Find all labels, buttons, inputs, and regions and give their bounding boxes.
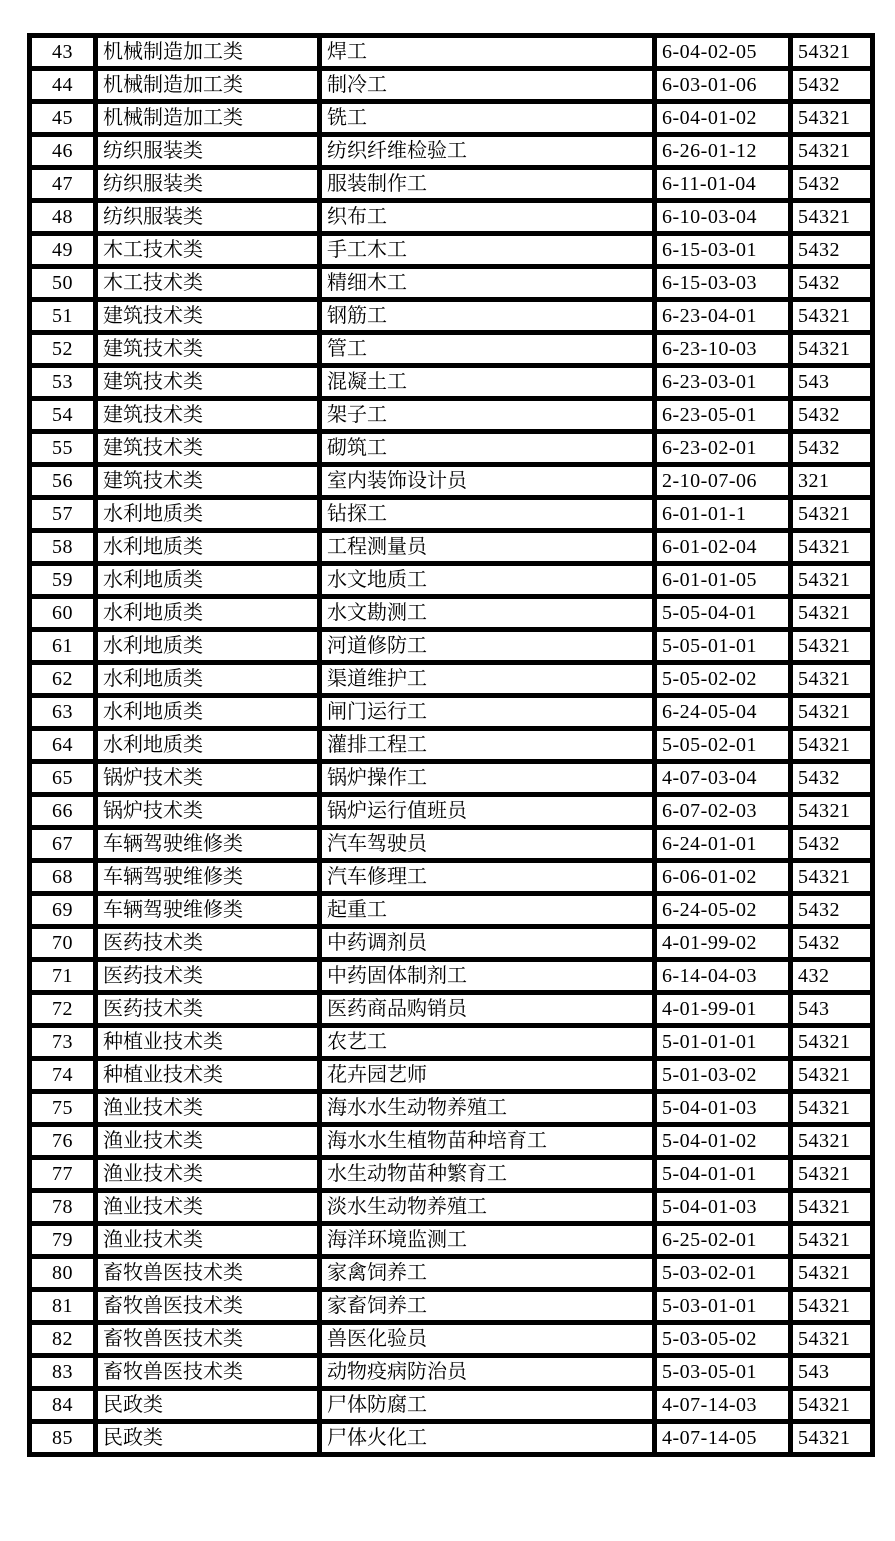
occupation-cell: 织布工 [320,201,655,234]
row-number-cell: 55 [30,432,96,465]
table-row [30,729,873,762]
category-cell: 水利地质类 [96,696,320,729]
table-row [30,1422,873,1455]
grade-cell: 54321 [791,1026,873,1059]
row-number-cell: 81 [30,1290,96,1323]
table-row [30,663,873,696]
occupation-cell: 工程测量员 [320,531,655,564]
grade-cell: 54321 [791,102,873,135]
grade-cell: 5432 [791,267,873,300]
table-row [30,1026,873,1059]
code-cell: 5-01-03-02 [655,1059,791,1092]
grade-cell: 5432 [791,927,873,960]
table-row [30,762,873,795]
row-number-cell: 75 [30,1092,96,1125]
table-body [30,36,873,1455]
category-cell: 民政类 [96,1389,320,1422]
grade-cell: 5432 [791,432,873,465]
occupation-cell: 水生动物苗种繁育工 [320,1158,655,1191]
table-row [30,993,873,1026]
category-cell: 纺织服装类 [96,135,320,168]
occupation-cell: 家禽饲养工 [320,1257,655,1290]
row-number-cell: 66 [30,795,96,828]
code-cell: 5-03-02-01 [655,1257,791,1290]
table-row [30,696,873,729]
occupation-cell: 海水水生植物苗种培育工 [320,1125,655,1158]
grade-cell: 5432 [791,894,873,927]
grade-cell: 54321 [791,861,873,894]
table-row [30,1092,873,1125]
category-cell: 渔业技术类 [96,1092,320,1125]
occupation-cell: 医药商品购销员 [320,993,655,1026]
occupation-cell: 闸门运行工 [320,696,655,729]
row-number-cell: 62 [30,663,96,696]
category-cell: 纺织服装类 [96,168,320,201]
occupation-cell: 制冷工 [320,69,655,102]
code-cell: 6-07-02-03 [655,795,791,828]
table-row [30,894,873,927]
row-number-cell: 83 [30,1356,96,1389]
table-row [30,1290,873,1323]
occupation-cell: 河道修防工 [320,630,655,663]
occupation-cell: 室内装饰设计员 [320,465,655,498]
table-row [30,630,873,663]
row-number-cell: 74 [30,1059,96,1092]
code-cell: 5-05-04-01 [655,597,791,630]
occupation-cell: 渠道维护工 [320,663,655,696]
occupation-cell: 钻探工 [320,498,655,531]
table-row [30,795,873,828]
row-number-cell: 58 [30,531,96,564]
code-cell: 6-01-02-04 [655,531,791,564]
document-page [27,33,875,1457]
category-cell: 木工技术类 [96,234,320,267]
grade-cell: 543 [791,993,873,1026]
row-number-cell: 56 [30,465,96,498]
grade-cell: 54321 [791,333,873,366]
category-cell: 机械制造加工类 [96,102,320,135]
category-cell: 水利地质类 [96,564,320,597]
row-number-cell: 57 [30,498,96,531]
occupation-cell: 动物疫病防治员 [320,1356,655,1389]
category-cell: 畜牧兽医技术类 [96,1290,320,1323]
code-cell: 6-03-01-06 [655,69,791,102]
grade-cell: 5432 [791,399,873,432]
category-cell: 建筑技术类 [96,432,320,465]
occupation-cell: 家畜饲养工 [320,1290,655,1323]
grade-cell: 54321 [791,498,873,531]
occupation-cell: 钢筋工 [320,300,655,333]
row-number-cell: 80 [30,1257,96,1290]
code-cell: 2-10-07-06 [655,465,791,498]
table-row [30,597,873,630]
category-cell: 水利地质类 [96,531,320,564]
table-row [30,1224,873,1257]
grade-cell: 321 [791,465,873,498]
code-cell: 5-03-05-02 [655,1323,791,1356]
code-cell: 6-06-01-02 [655,861,791,894]
code-cell: 6-15-03-03 [655,267,791,300]
grade-cell: 54321 [791,1125,873,1158]
table-row [30,201,873,234]
row-number-cell: 67 [30,828,96,861]
table-row [30,1356,873,1389]
grade-cell: 5432 [791,69,873,102]
row-number-cell: 73 [30,1026,96,1059]
category-cell: 畜牧兽医技术类 [96,1257,320,1290]
row-number-cell: 54 [30,399,96,432]
code-cell: 6-26-01-12 [655,135,791,168]
code-cell: 6-14-04-03 [655,960,791,993]
occupation-cell: 兽医化验员 [320,1323,655,1356]
grade-cell: 54321 [791,564,873,597]
grade-cell: 54321 [791,1422,873,1455]
grade-cell: 5432 [791,828,873,861]
code-cell: 6-01-01-1 [655,498,791,531]
category-cell: 民政类 [96,1422,320,1455]
code-cell: 6-25-02-01 [655,1224,791,1257]
table-row [30,300,873,333]
row-number-cell: 79 [30,1224,96,1257]
occupation-cell: 服装制作工 [320,168,655,201]
code-cell: 6-24-05-04 [655,696,791,729]
code-cell: 6-23-04-01 [655,300,791,333]
occupation-cell: 纺织纤维检验工 [320,135,655,168]
code-cell: 6-23-03-01 [655,366,791,399]
category-cell: 渔业技术类 [96,1158,320,1191]
category-cell: 锅炉技术类 [96,795,320,828]
grade-cell: 5432 [791,762,873,795]
category-cell: 木工技术类 [96,267,320,300]
occupation-cell: 铣工 [320,102,655,135]
occupation-cell: 汽车修理工 [320,861,655,894]
table-row [30,1158,873,1191]
category-cell: 车辆驾驶维修类 [96,861,320,894]
category-cell: 医药技术类 [96,960,320,993]
code-cell: 5-05-02-02 [655,663,791,696]
row-number-cell: 71 [30,960,96,993]
code-cell: 4-07-03-04 [655,762,791,795]
code-cell: 5-04-01-03 [655,1092,791,1125]
category-cell: 建筑技术类 [96,366,320,399]
grade-cell: 54321 [791,795,873,828]
row-number-cell: 84 [30,1389,96,1422]
row-number-cell: 77 [30,1158,96,1191]
category-cell: 建筑技术类 [96,465,320,498]
grade-cell: 54321 [791,1323,873,1356]
code-cell: 5-04-01-03 [655,1191,791,1224]
code-cell: 6-04-01-02 [655,102,791,135]
category-cell: 建筑技术类 [96,399,320,432]
row-number-cell: 59 [30,564,96,597]
category-cell: 医药技术类 [96,993,320,1026]
table-row [30,36,873,69]
occupation-grade-table [27,33,875,1457]
occupation-cell: 中药固体制剂工 [320,960,655,993]
grade-cell: 5432 [791,234,873,267]
grade-cell: 54321 [791,1191,873,1224]
code-cell: 4-01-99-01 [655,993,791,1026]
grade-cell: 54321 [791,729,873,762]
grade-cell: 54321 [791,1224,873,1257]
category-cell: 种植业技术类 [96,1026,320,1059]
category-cell: 水利地质类 [96,663,320,696]
code-cell: 6-23-10-03 [655,333,791,366]
row-number-cell: 76 [30,1125,96,1158]
category-cell: 水利地质类 [96,597,320,630]
row-number-cell: 78 [30,1191,96,1224]
row-number-cell: 63 [30,696,96,729]
grade-cell: 54321 [791,1092,873,1125]
row-number-cell: 47 [30,168,96,201]
code-cell: 4-01-99-02 [655,927,791,960]
category-cell: 车辆驾驶维修类 [96,828,320,861]
category-cell: 水利地质类 [96,630,320,663]
table-row [30,564,873,597]
table-row [30,135,873,168]
category-cell: 渔业技术类 [96,1125,320,1158]
grade-cell: 5432 [791,168,873,201]
category-cell: 机械制造加工类 [96,69,320,102]
table-row [30,1125,873,1158]
occupation-cell: 淡水生动物养殖工 [320,1191,655,1224]
table-row [30,102,873,135]
code-cell: 5-01-01-01 [655,1026,791,1059]
occupation-cell: 手工木工 [320,234,655,267]
occupation-cell: 精细木工 [320,267,655,300]
table-row [30,1059,873,1092]
occupation-cell: 灌排工程工 [320,729,655,762]
code-cell: 6-23-02-01 [655,432,791,465]
code-cell: 6-11-01-04 [655,168,791,201]
grade-cell: 54321 [791,1059,873,1092]
table-row [30,366,873,399]
occupation-cell: 农艺工 [320,1026,655,1059]
grade-cell: 54321 [791,1389,873,1422]
category-cell: 畜牧兽医技术类 [96,1356,320,1389]
row-number-cell: 44 [30,69,96,102]
row-number-cell: 85 [30,1422,96,1455]
grade-cell: 54321 [791,597,873,630]
occupation-cell: 砌筑工 [320,432,655,465]
table-row [30,828,873,861]
code-cell: 5-04-01-01 [655,1158,791,1191]
grade-cell: 54321 [791,201,873,234]
row-number-cell: 60 [30,597,96,630]
row-number-cell: 82 [30,1323,96,1356]
table-row [30,960,873,993]
category-cell: 种植业技术类 [96,1059,320,1092]
table-row [30,1257,873,1290]
grade-cell: 543 [791,1356,873,1389]
table-row [30,69,873,102]
occupation-cell: 尸体火化工 [320,1422,655,1455]
row-number-cell: 48 [30,201,96,234]
code-cell: 4-07-14-05 [655,1422,791,1455]
grade-cell: 54321 [791,630,873,663]
row-number-cell: 52 [30,333,96,366]
code-cell: 5-05-02-01 [655,729,791,762]
row-number-cell: 49 [30,234,96,267]
table-row [30,927,873,960]
table-row [30,861,873,894]
row-number-cell: 64 [30,729,96,762]
row-number-cell: 61 [30,630,96,663]
occupation-cell: 尸体防腐工 [320,1389,655,1422]
table-row [30,498,873,531]
occupation-cell: 水文地质工 [320,564,655,597]
category-cell: 车辆驾驶维修类 [96,894,320,927]
code-cell: 5-04-01-02 [655,1125,791,1158]
row-number-cell: 50 [30,267,96,300]
category-cell: 渔业技术类 [96,1224,320,1257]
occupation-cell: 架子工 [320,399,655,432]
grade-cell: 54321 [791,1158,873,1191]
code-cell: 6-24-01-01 [655,828,791,861]
occupation-cell: 海洋环境监测工 [320,1224,655,1257]
grade-cell: 54321 [791,696,873,729]
occupation-cell: 中药调剂员 [320,927,655,960]
table-row [30,531,873,564]
table-row [30,1389,873,1422]
category-cell: 建筑技术类 [96,300,320,333]
category-cell: 渔业技术类 [96,1191,320,1224]
code-cell: 6-24-05-02 [655,894,791,927]
grade-cell: 54321 [791,531,873,564]
table-row [30,234,873,267]
row-number-cell: 43 [30,36,96,69]
table-row [30,399,873,432]
grade-cell: 54321 [791,663,873,696]
category-cell: 医药技术类 [96,927,320,960]
row-number-cell: 72 [30,993,96,1026]
grade-cell: 54321 [791,1257,873,1290]
occupation-cell: 起重工 [320,894,655,927]
code-cell: 4-07-14-03 [655,1389,791,1422]
grade-cell: 54321 [791,135,873,168]
category-cell: 建筑技术类 [96,333,320,366]
row-number-cell: 46 [30,135,96,168]
code-cell: 6-04-02-05 [655,36,791,69]
occupation-cell: 焊工 [320,36,655,69]
category-cell: 锅炉技术类 [96,762,320,795]
category-cell: 水利地质类 [96,729,320,762]
occupation-cell: 水文勘测工 [320,597,655,630]
grade-cell: 432 [791,960,873,993]
table-row [30,333,873,366]
grade-cell: 54321 [791,300,873,333]
code-cell: 6-10-03-04 [655,201,791,234]
category-cell: 畜牧兽医技术类 [96,1323,320,1356]
table-row [30,465,873,498]
code-cell: 5-05-01-01 [655,630,791,663]
category-cell: 水利地质类 [96,498,320,531]
row-number-cell: 51 [30,300,96,333]
occupation-cell: 汽车驾驶员 [320,828,655,861]
code-cell: 6-23-05-01 [655,399,791,432]
grade-cell: 54321 [791,36,873,69]
code-cell: 6-01-01-05 [655,564,791,597]
occupation-cell: 花卉园艺师 [320,1059,655,1092]
code-cell: 5-03-01-01 [655,1290,791,1323]
grade-cell: 54321 [791,1290,873,1323]
occupation-cell: 锅炉操作工 [320,762,655,795]
table-row [30,432,873,465]
row-number-cell: 53 [30,366,96,399]
category-cell: 纺织服装类 [96,201,320,234]
occupation-cell: 管工 [320,333,655,366]
row-number-cell: 65 [30,762,96,795]
table-row [30,1323,873,1356]
code-cell: 5-03-05-01 [655,1356,791,1389]
category-cell: 机械制造加工类 [96,36,320,69]
table-row [30,168,873,201]
row-number-cell: 68 [30,861,96,894]
occupation-cell: 海水水生动物养殖工 [320,1092,655,1125]
occupation-cell: 锅炉运行值班员 [320,795,655,828]
row-number-cell: 70 [30,927,96,960]
code-cell: 6-15-03-01 [655,234,791,267]
table-row [30,1191,873,1224]
occupation-cell: 混凝土工 [320,366,655,399]
grade-cell: 543 [791,366,873,399]
row-number-cell: 45 [30,102,96,135]
table-row [30,267,873,300]
row-number-cell: 69 [30,894,96,927]
